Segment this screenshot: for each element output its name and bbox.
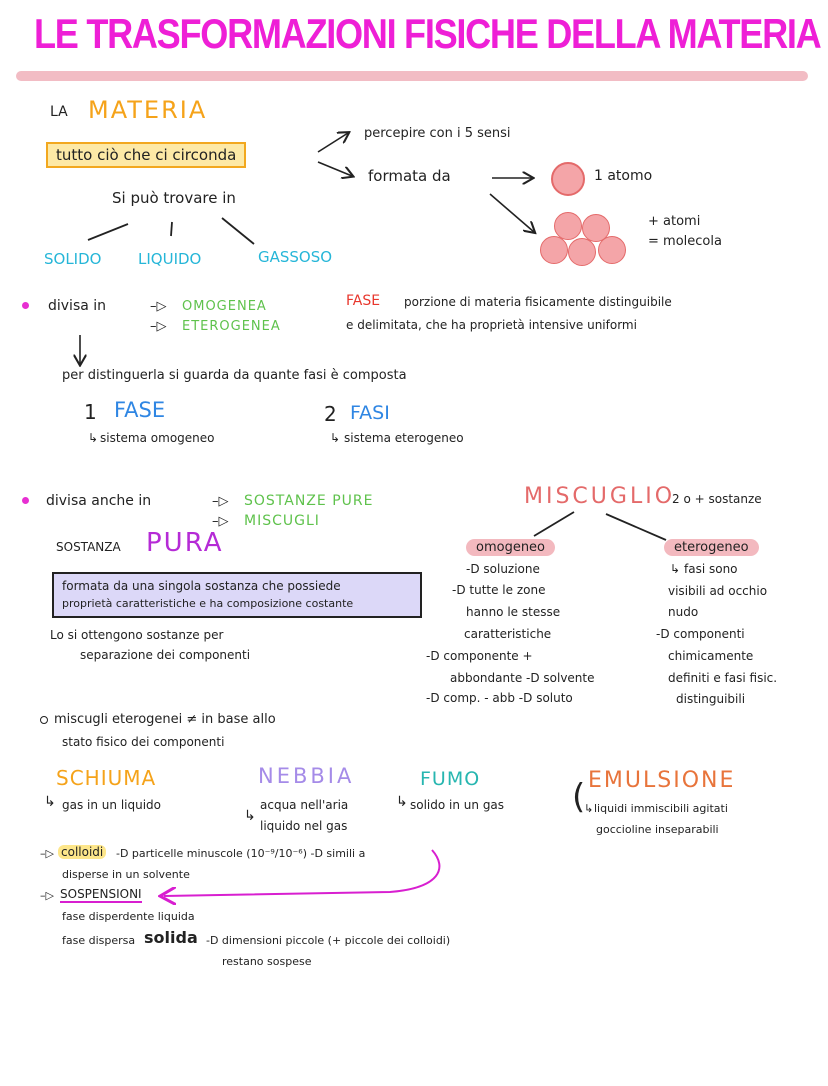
perceive-text: percepire con i 5 sensi	[364, 126, 511, 141]
omogeneo-line-2: -D tutte le zone	[452, 583, 546, 597]
pura-definition-2: proprietà caratteristiche e ha composizione costante	[62, 597, 354, 610]
distinguish-text: per distinguerla si guarda da quante fasi è composta	[62, 368, 407, 383]
two-fasi-label: FASI	[350, 402, 390, 424]
eterogeneo-line-4: -D componenti	[656, 627, 745, 641]
eterogenei-line-2: stato fisico dei componenti	[62, 735, 225, 749]
nebbia-heading: NEBBIA	[258, 764, 355, 788]
fumo-heading: FUMO	[420, 768, 481, 790]
omogenea-label: OMOGENEA	[182, 299, 267, 314]
colloidi-line-1: -D particelle minuscole (10⁻⁹/10⁻⁶) -D simili a	[116, 847, 366, 860]
eterogeneo-line-3: nudo	[668, 605, 699, 619]
restano-text: restano sospese	[222, 955, 312, 968]
nebbia-desc-2: liquido nel gas	[260, 819, 348, 833]
sostanze-pure-label: SOSTANZE PURE	[244, 493, 374, 509]
eterogenei-line-1: miscugli eterogenei ≠ in base allo	[54, 712, 276, 727]
emulsione-heading: EMULSIONE	[588, 768, 736, 793]
miscugli-label: MISCUGLI	[244, 513, 320, 529]
bullet-dot-2	[22, 497, 29, 504]
sospensioni-word: SOSPENSIONI	[60, 887, 142, 901]
one-fase-sub: sistema omogeneo	[100, 431, 215, 445]
eterogenea-label: ETEROGENEA	[182, 319, 281, 334]
formata-da-text: formata da	[368, 167, 451, 185]
more-atoms-text: + atomi	[648, 214, 701, 229]
eterogeneo-line-7: distinguibili	[676, 692, 746, 706]
eterogeneo-line-2: visibili ad occhio	[668, 584, 768, 598]
molecule-text: = molecola	[648, 234, 722, 249]
fase-disperdente-text: fase disperdente liquida	[62, 910, 195, 923]
omogeneo-line-5: -D componente +	[426, 649, 533, 663]
emulsione-desc-1: liquidi immiscibili agitati	[594, 802, 728, 815]
fase-definition-1: porzione di materia fisicamente distinguibile	[404, 295, 672, 309]
solida-word: solida	[144, 928, 198, 947]
fumo-desc: solido in un gas	[410, 798, 505, 812]
ottengono-text-2: separazione dei componenti	[80, 648, 251, 662]
emulsione-desc-2: goccioline inseparabili	[596, 823, 719, 836]
page-title: LE TRASFORMAZIONI FISICHE DELLA MATERIA	[34, 10, 821, 57]
materia-definition-box: tutto ciò che ci circonda	[46, 142, 246, 168]
fase-dispersa-text: fase dispersa	[62, 934, 136, 947]
eterogeneo-line-5: chimicamente	[668, 649, 754, 663]
found-in-text: Si può trovare in	[112, 189, 236, 207]
two-fasi-number: 2	[324, 402, 337, 426]
eterogeneo-line-1: fasi sono	[684, 562, 738, 576]
sostanza-label: SOSTANZA	[56, 540, 121, 554]
state-solido: SOLIDO	[44, 250, 102, 268]
schiuma-heading: SCHIUMA	[56, 766, 157, 790]
nebbia-desc-1: acqua nell'aria	[260, 798, 349, 812]
la-label: LA	[50, 104, 68, 120]
colloidi-word: colloidi	[58, 845, 106, 859]
one-atom-text: 1 atomo	[594, 168, 653, 184]
omogeneo-line-6: abbondante -D solvente	[450, 671, 595, 685]
state-gassoso: GASSOSO	[258, 248, 333, 266]
omogeneo-line-1: -D soluzione	[466, 562, 540, 576]
molecule-icon	[540, 212, 632, 270]
bullet-dot	[22, 302, 29, 309]
two-fasi-sub: sistema eterogeneo	[344, 431, 464, 445]
omogeneo-pill: omogeneo	[466, 539, 555, 556]
divisa-anche-label: divisa anche in	[46, 493, 152, 509]
eterogeneo-line-6: definiti e fasi fisic.	[668, 671, 778, 685]
divisa-in-label: divisa in	[48, 298, 107, 314]
materia-heading: MATERIA	[88, 96, 208, 124]
colloidi-line-2: disperse in un solvente	[62, 868, 190, 881]
omogeneo-line-3: hanno le stesse	[466, 605, 561, 619]
one-fase-number: 1	[84, 400, 97, 424]
eterogeneo-pill: eterogeneo	[664, 539, 759, 556]
fase-word: FASE	[346, 293, 381, 309]
omogeneo-line-7: -D comp. - abb -D soluto	[426, 691, 573, 705]
pura-heading: PURA	[146, 528, 224, 558]
fase-definition-2: e delimitata, che ha proprietà intensive uniformi	[346, 318, 637, 332]
one-fase-label: FASE	[114, 398, 166, 422]
dimensioni-text: -D dimensioni piccole (+ piccole dei colloidi)	[206, 934, 451, 947]
schiuma-desc: gas in un liquido	[62, 798, 161, 812]
ottengono-text-1: Lo si ottengono sostanze per	[50, 628, 224, 642]
pura-definition-1: formata da una singola sostanza che possiede	[62, 579, 341, 593]
pura-definition-box	[52, 572, 422, 618]
omogeneo-line-4: caratteristiche	[464, 627, 552, 641]
atom-icon	[551, 162, 585, 196]
state-liquido: LIQUIDO	[138, 250, 202, 268]
bullet-circle	[40, 716, 48, 724]
miscuglio-heading: MISCUGLIO	[524, 484, 676, 509]
miscuglio-note: 2 o + sostanze	[672, 492, 762, 506]
